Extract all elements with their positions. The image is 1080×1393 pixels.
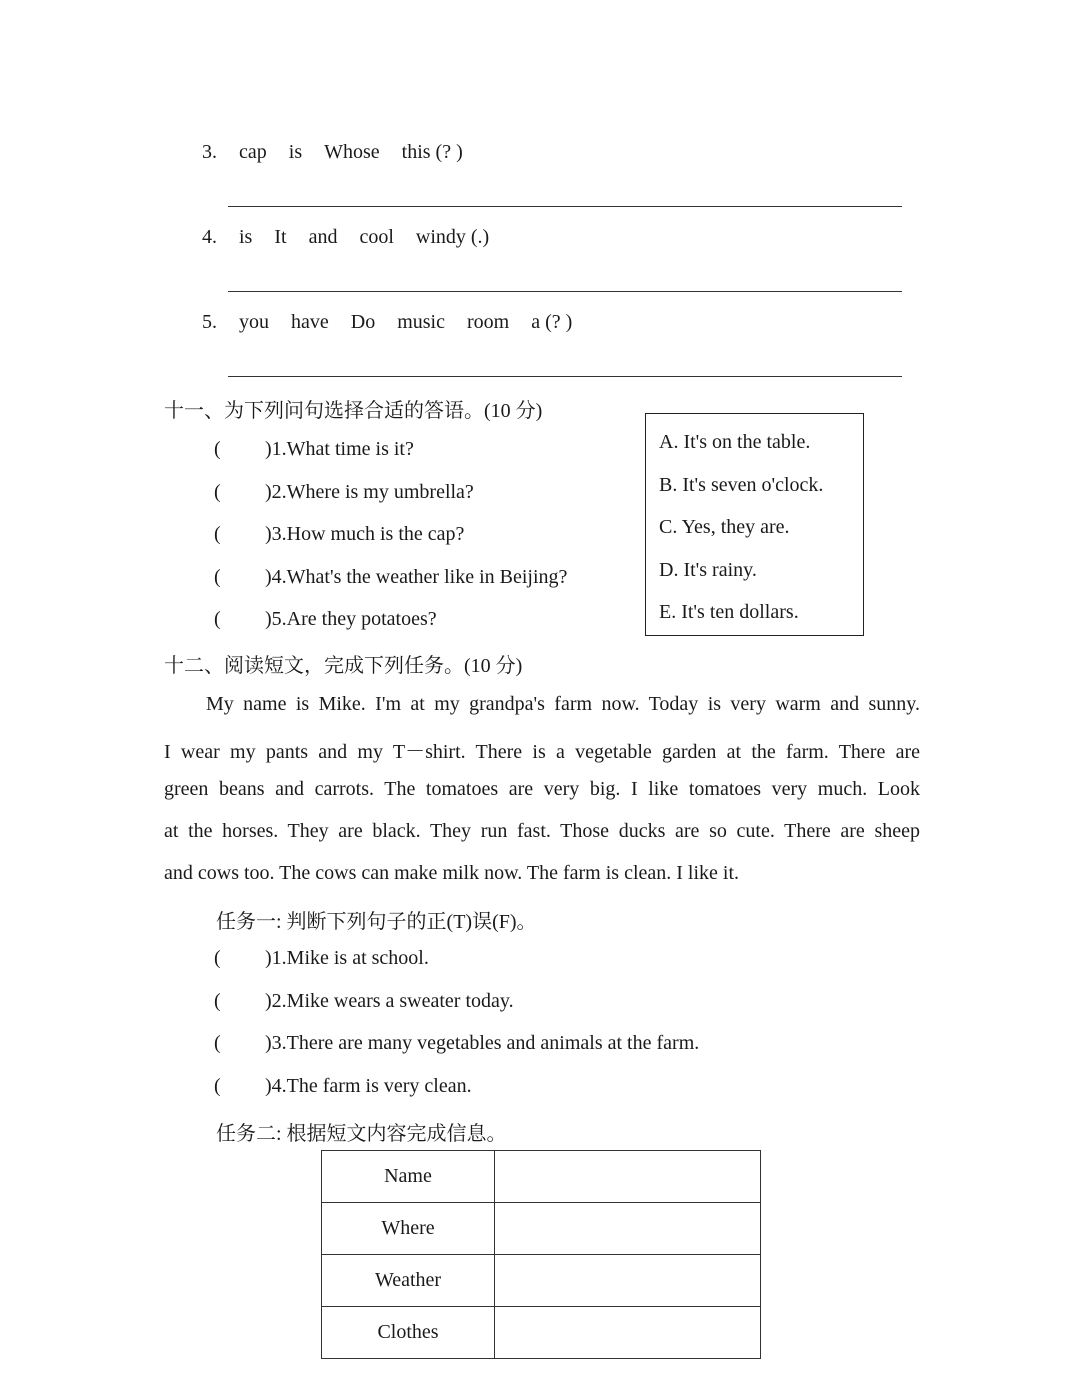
row-label-weather: Weather [322, 1255, 495, 1307]
statement-2: )2.Mike wears a sweater today. [265, 990, 514, 1012]
answer-line-4[interactable] [228, 291, 902, 292]
row-label-where: Where [322, 1203, 495, 1255]
item-number: 4. [202, 226, 217, 248]
section-12-heading: 十二、阅读短文，完成下列任务。(10 分) [164, 655, 523, 677]
answer-cell-where[interactable] [495, 1203, 761, 1255]
passage-line: at the horses. They are black. They run fast. Those ducks are so cute. There are sheep [164, 820, 920, 842]
answer-cell-name[interactable] [495, 1151, 761, 1203]
question-1: )1.What time is it? [265, 438, 414, 460]
answer-blank[interactable]: ( [214, 566, 221, 588]
answer-line-5[interactable] [228, 376, 902, 377]
reorder-item-4: 4. is It and cool windy (.) [202, 226, 490, 248]
row-label-clothes: Clothes [322, 1307, 495, 1359]
passage-line: and cows too. The cows can make milk now. The farm is clean. I like it. [164, 862, 740, 884]
passage-line: green beans and carrots. The tomatoes are very big. I like tomatoes very much. Look [164, 778, 920, 800]
answer-blank[interactable]: ( [214, 523, 221, 545]
answer-options-box [645, 413, 864, 636]
item-number: 3. [202, 141, 217, 163]
task-1-title: 任务一: 判断下列句子的正(T)误(F)。 [216, 911, 537, 933]
table-row [322, 1151, 761, 1203]
option-e: E. It's ten dollars. [659, 601, 799, 623]
answer-line-3[interactable] [228, 206, 902, 207]
answer-cell-clothes[interactable] [495, 1307, 761, 1359]
table-row [322, 1307, 761, 1359]
option-c: C. Yes, they are. [659, 516, 790, 538]
table-row [322, 1255, 761, 1307]
answer-blank[interactable]: ( [214, 1032, 221, 1054]
answer-cell-weather[interactable] [495, 1255, 761, 1307]
row-label-name: Name [322, 1151, 495, 1203]
reorder-item-5: 5. you have Do music room a (? ) [202, 311, 573, 333]
question-5: )5.Are they potatoes? [265, 608, 437, 630]
option-b: B. It's seven o'clock. [659, 474, 824, 496]
question-2: )2.Where is my umbrella? [265, 481, 474, 503]
passage-line: I wear my pants and my T－shirt. There is a vegetable garden at the farm. There are [164, 741, 920, 763]
answer-blank[interactable]: ( [214, 438, 221, 460]
item-number: 5. [202, 311, 217, 333]
answer-blank[interactable]: ( [214, 481, 221, 503]
answer-blank[interactable]: ( [214, 1075, 221, 1097]
question-4: )4.What's the weather like in Beijing? [265, 566, 568, 588]
table-row [322, 1203, 761, 1255]
task-2-title: 任务二: 根据短文内容完成信息。 [216, 1123, 507, 1145]
passage-line: My name is Mike. I'm at my grandpa's farm now. Today is very warm and sunny. [206, 693, 920, 715]
reorder-item-3: 3. cap is Whose this (? ) [202, 141, 463, 163]
option-a: A. It's on the table. [659, 431, 811, 453]
answer-blank[interactable]: ( [214, 608, 221, 630]
statement-3: )3.There are many vegetables and animals at the farm. [265, 1032, 700, 1054]
statement-1: )1.Mike is at school. [265, 947, 429, 969]
info-table [321, 1150, 761, 1359]
section-11-heading: 十一、为下列问句选择合适的答语。(10 分) [164, 400, 543, 422]
option-d: D. It's rainy. [659, 559, 757, 581]
statement-4: )4.The farm is very clean. [265, 1075, 472, 1097]
answer-blank[interactable]: ( [214, 990, 221, 1012]
answer-blank[interactable]: ( [214, 947, 221, 969]
question-3: )3.How much is the cap? [265, 523, 465, 545]
